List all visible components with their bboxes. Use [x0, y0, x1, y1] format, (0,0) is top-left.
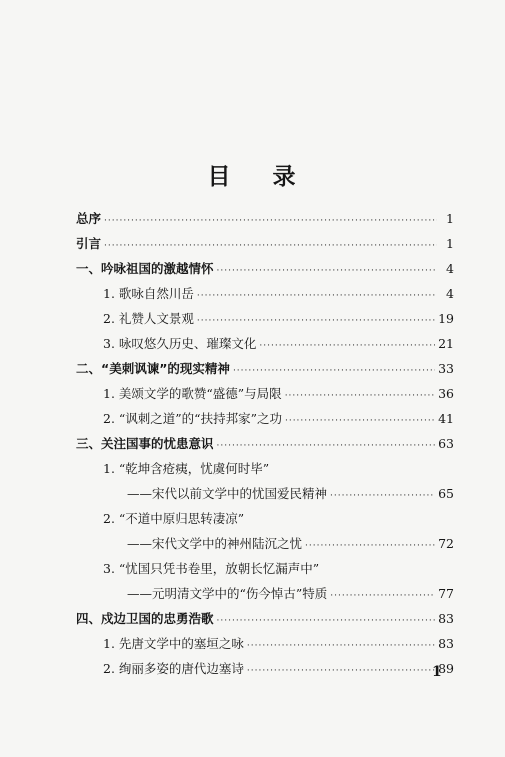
- toc-entry: [76, 581, 454, 606]
- toc-entry: [76, 631, 454, 656]
- toc-entry-page: 41: [438, 411, 454, 426]
- dot-leader: [197, 284, 437, 309]
- toc-entry: [76, 356, 454, 381]
- toc-entry: [76, 406, 454, 431]
- dot-leader: [285, 384, 435, 409]
- toc-entry-page: 1: [446, 211, 454, 226]
- toc-entry-title: 2. 绚丽多姿的唐代边塞诗: [103, 661, 244, 676]
- toc-entry-title: 一、吟咏祖国的激越情怀: [76, 261, 214, 276]
- toc-entry-title: ——元明清文学中的“伤今悼古”特质: [127, 586, 328, 601]
- toc-entry: [76, 256, 454, 281]
- toc-entry: [76, 456, 454, 481]
- dot-leader: [330, 484, 435, 509]
- page-number: 1: [432, 664, 442, 680]
- toc-entry: [76, 506, 454, 531]
- dot-leader: [330, 584, 435, 609]
- toc-entry-title: 3. 咏叹悠久历史、璀璨文化: [103, 336, 257, 351]
- dot-leader: [247, 634, 435, 659]
- toc-entry-page: 72: [438, 536, 454, 551]
- toc-entry-page: 33: [438, 361, 454, 376]
- dot-leader: [104, 209, 437, 234]
- toc-entry: [76, 606, 454, 631]
- dot-leader: [305, 534, 435, 559]
- toc-entry-title: 总序: [76, 211, 102, 226]
- dot-leader: [285, 409, 435, 434]
- dot-leader: [259, 334, 435, 359]
- toc-entry-page: 19: [438, 311, 454, 326]
- toc-entry: [76, 481, 454, 506]
- toc-entry: [76, 431, 454, 456]
- dot-leader: [247, 659, 435, 684]
- toc-entry-page: 4: [446, 286, 454, 301]
- toc-entry: [76, 281, 454, 306]
- toc-entry-title: 3. “忧国只凭书卷里，放朝长忆漏声中”: [103, 561, 320, 576]
- toc-entry-title: ——宋代以前文学中的忧国爱民精神: [127, 486, 328, 501]
- toc-entry-title: 引言: [76, 236, 102, 251]
- toc-entry: [76, 306, 454, 331]
- toc-entry-page: 63: [438, 436, 454, 451]
- toc-entry: [76, 331, 454, 356]
- dot-leader: [217, 609, 436, 634]
- toc-entry: [76, 206, 454, 231]
- dot-leader: [217, 259, 437, 284]
- toc-entry-title: ——宋代文学中的神州陆沉之忧: [127, 536, 303, 551]
- toc-entry-page: 77: [438, 586, 454, 601]
- toc-entry-title: 三、关注国事的忧患意识: [76, 436, 214, 451]
- table-of-contents: [76, 206, 454, 681]
- toc-entry: [76, 656, 454, 681]
- page-title: 目 录: [207, 164, 298, 190]
- toc-entry: [76, 381, 454, 406]
- toc-entry: [76, 556, 454, 581]
- toc-entry-page: 83: [438, 636, 454, 651]
- toc-entry: [76, 531, 454, 556]
- toc-entry-page: 83: [438, 611, 454, 626]
- toc-entry-title: 2. “讽刺之道”的“扶持邦家”之功: [103, 411, 282, 426]
- toc-entry-title: 2. “不道中原归思转凄凉”: [103, 511, 245, 526]
- toc-entry-page: 4: [446, 261, 454, 276]
- toc-entry-page: 65: [438, 486, 454, 501]
- toc-entry-title: 四、戍边卫国的忠勇浩歌: [76, 611, 214, 626]
- toc-entry-page: 21: [438, 336, 454, 351]
- toc-entry-title: 二、“美刺讽谏”的现实精神: [76, 361, 230, 376]
- toc-entry-title: 1. 歌咏自然川岳: [103, 286, 194, 301]
- toc-entry-title: 2. 礼赞人文景观: [103, 311, 194, 326]
- toc-entry-title: 1. “乾坤含疮痍，忧虞何时毕”: [103, 461, 270, 476]
- toc-entry-title: 1. 美颂文学的歌赞“盛德”与局限: [103, 386, 282, 401]
- toc-entry-page: 36: [438, 386, 454, 401]
- toc-entry-page: 1: [446, 236, 454, 251]
- toc-entry: [76, 231, 454, 256]
- toc-entry-title: 1. 先唐文学中的塞垣之咏: [103, 636, 244, 651]
- toc-entry-page: 89: [438, 661, 454, 676]
